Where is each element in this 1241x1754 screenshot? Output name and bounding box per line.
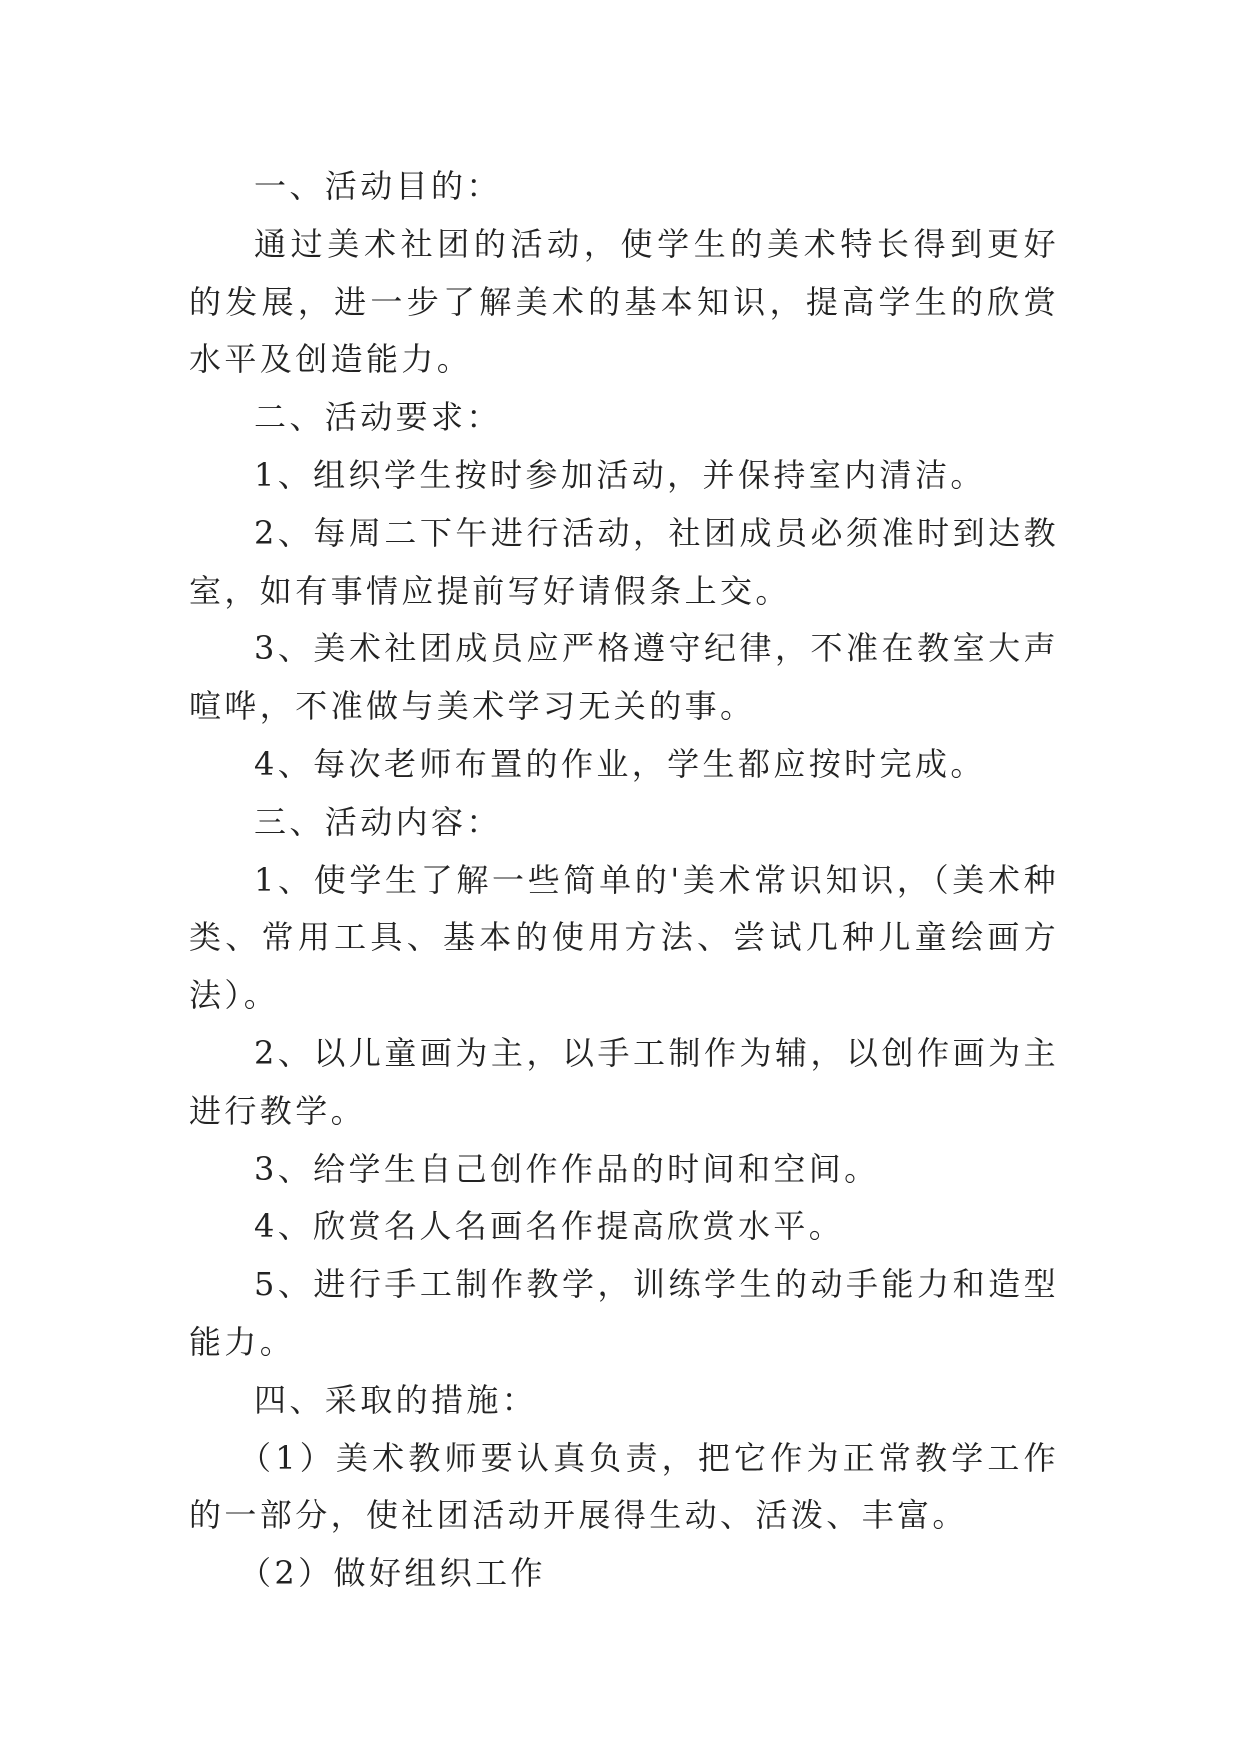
- content-item-1: 1、使学生了解一些简单的'美术常识知识，（美术种类、常用工具、基本的使用方法、尝试几种儿童绘画方法）。: [189, 860, 1059, 1015]
- heading-purpose: 一、活动目的：: [254, 167, 502, 205]
- requirement-item-3: 3、美术社团成员应严格遵守纪律，不准在教室大声喧哗，不准做与美术学习无关的事。: [189, 629, 1059, 726]
- heading-measures: 四、采取的措施：: [254, 1380, 538, 1419]
- measure-item-2: （2）做好组织工作: [239, 1554, 546, 1593]
- document-body: [189, 158, 1059, 1603]
- content-item-2: 2、以儿童画为主，以手工制作为辅，以创作画为主进行教学。: [189, 1033, 1059, 1130]
- content-item-5: 5、进行手工制作教学，训练学生的动手能力和造型能力。: [189, 1265, 1059, 1361]
- content-item-3: 3、给学生自己创作作品的时间和空间。: [254, 1149, 880, 1188]
- requirement-item-1: 1、组织学生按时参加活动，并保持室内清洁。: [254, 455, 986, 494]
- content-item-4: 4、欣赏名人名画名作提高欣赏水平。: [254, 1207, 845, 1246]
- heading-requirements: 二、活动要求：: [254, 398, 502, 437]
- measure-item-1: （1）美术教师要认真负责，把它作为正常教学工作的一部分，使社团活动开展得生动、活泼、丰富。: [189, 1438, 1059, 1535]
- paragraph-purpose: 通过美术社团的活动，使学生的美术特长得到更好的发展，进一步了解美术的基本知识，提高学生的欣赏水平及创造能力。: [189, 224, 1059, 379]
- heading-content: 三、活动内容：: [254, 802, 502, 841]
- requirement-item-4: 4、每次老师布置的作业，学生都应按时完成。: [254, 744, 986, 783]
- requirement-item-2: 2、每周二下午进行活动，社团成员必须准时到达教室，如有事情应提前写好请假条上交。: [189, 513, 1059, 610]
